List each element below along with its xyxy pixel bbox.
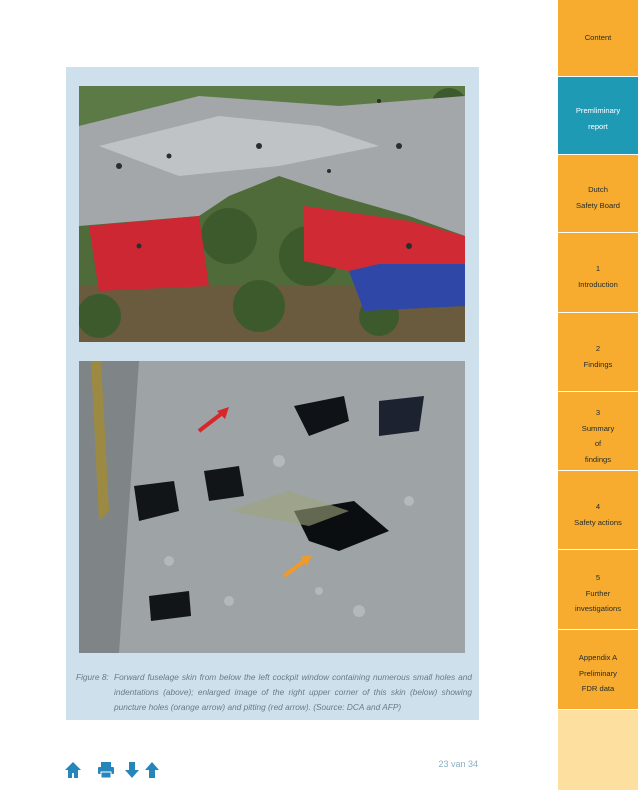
- tab-label: Further: [585, 588, 611, 598]
- tab-appendix-a[interactable]: [558, 630, 638, 710]
- tab-safety-actions[interactable]: [558, 471, 638, 550]
- tab-label: Summary: [581, 423, 615, 433]
- tab-number: 5: [595, 573, 601, 582]
- tab-label: Preliminary: [579, 668, 617, 678]
- tab-label: Findings: [583, 359, 613, 369]
- arrow-down-icon[interactable]: [123, 761, 141, 779]
- tab-label: Dutch: [588, 185, 608, 194]
- page-number: 23 van 34: [438, 759, 478, 769]
- print-icon[interactable]: [97, 761, 115, 779]
- tab-summary-of-findings[interactable]: [558, 392, 638, 471]
- tab-label: Safety actions: [574, 517, 622, 527]
- tab-label: Introduction: [578, 279, 618, 289]
- figure-caption: [76, 670, 472, 715]
- tab-label: investigations: [574, 604, 621, 613]
- fuselage-photo-top: [79, 86, 465, 342]
- tab-dutch-safety-board[interactable]: [558, 155, 638, 233]
- tab-further-investigations[interactable]: [558, 550, 638, 630]
- tab-preliminary-report[interactable]: [558, 77, 638, 155]
- tab-number: 3: [595, 408, 601, 417]
- enlarged-skin-image: [79, 361, 465, 653]
- tab-empty: [558, 710, 638, 790]
- tab-label: Safety Board: [576, 200, 620, 210]
- tab-number: 4: [595, 502, 601, 511]
- tab-label: Appendix A: [578, 653, 618, 662]
- fuselage-photo-bottom: [79, 361, 465, 653]
- arrow-up-icon[interactable]: [143, 761, 161, 779]
- tab-introduction[interactable]: [558, 233, 638, 313]
- figure-caption-text: Forward fuselage skin from below the left cockpit window containing numerous small holes and indentations (above); enlarged image of the right upper corner of this skin (below) showing puncture holes (orange arrow) and pitting (red arrow). (Source: DCA and AFP): [114, 672, 472, 712]
- tab-label: Premliminary: [575, 106, 621, 115]
- tab-label: findings: [584, 454, 612, 464]
- fuselage-ground-image: [79, 86, 465, 342]
- figure-label: Figure 8:: [76, 672, 109, 682]
- tab-content[interactable]: [558, 0, 638, 77]
- tab-findings[interactable]: [558, 313, 638, 392]
- tab-label: report: [588, 121, 608, 131]
- tab-label: Content: [584, 33, 612, 42]
- home-icon[interactable]: [64, 761, 82, 779]
- tab-label: of: [594, 439, 602, 448]
- sidebar-nav: [558, 0, 638, 790]
- tab-number: 1: [595, 264, 601, 273]
- tab-label: FDR data: [581, 684, 615, 693]
- tab-number: 2: [595, 344, 601, 353]
